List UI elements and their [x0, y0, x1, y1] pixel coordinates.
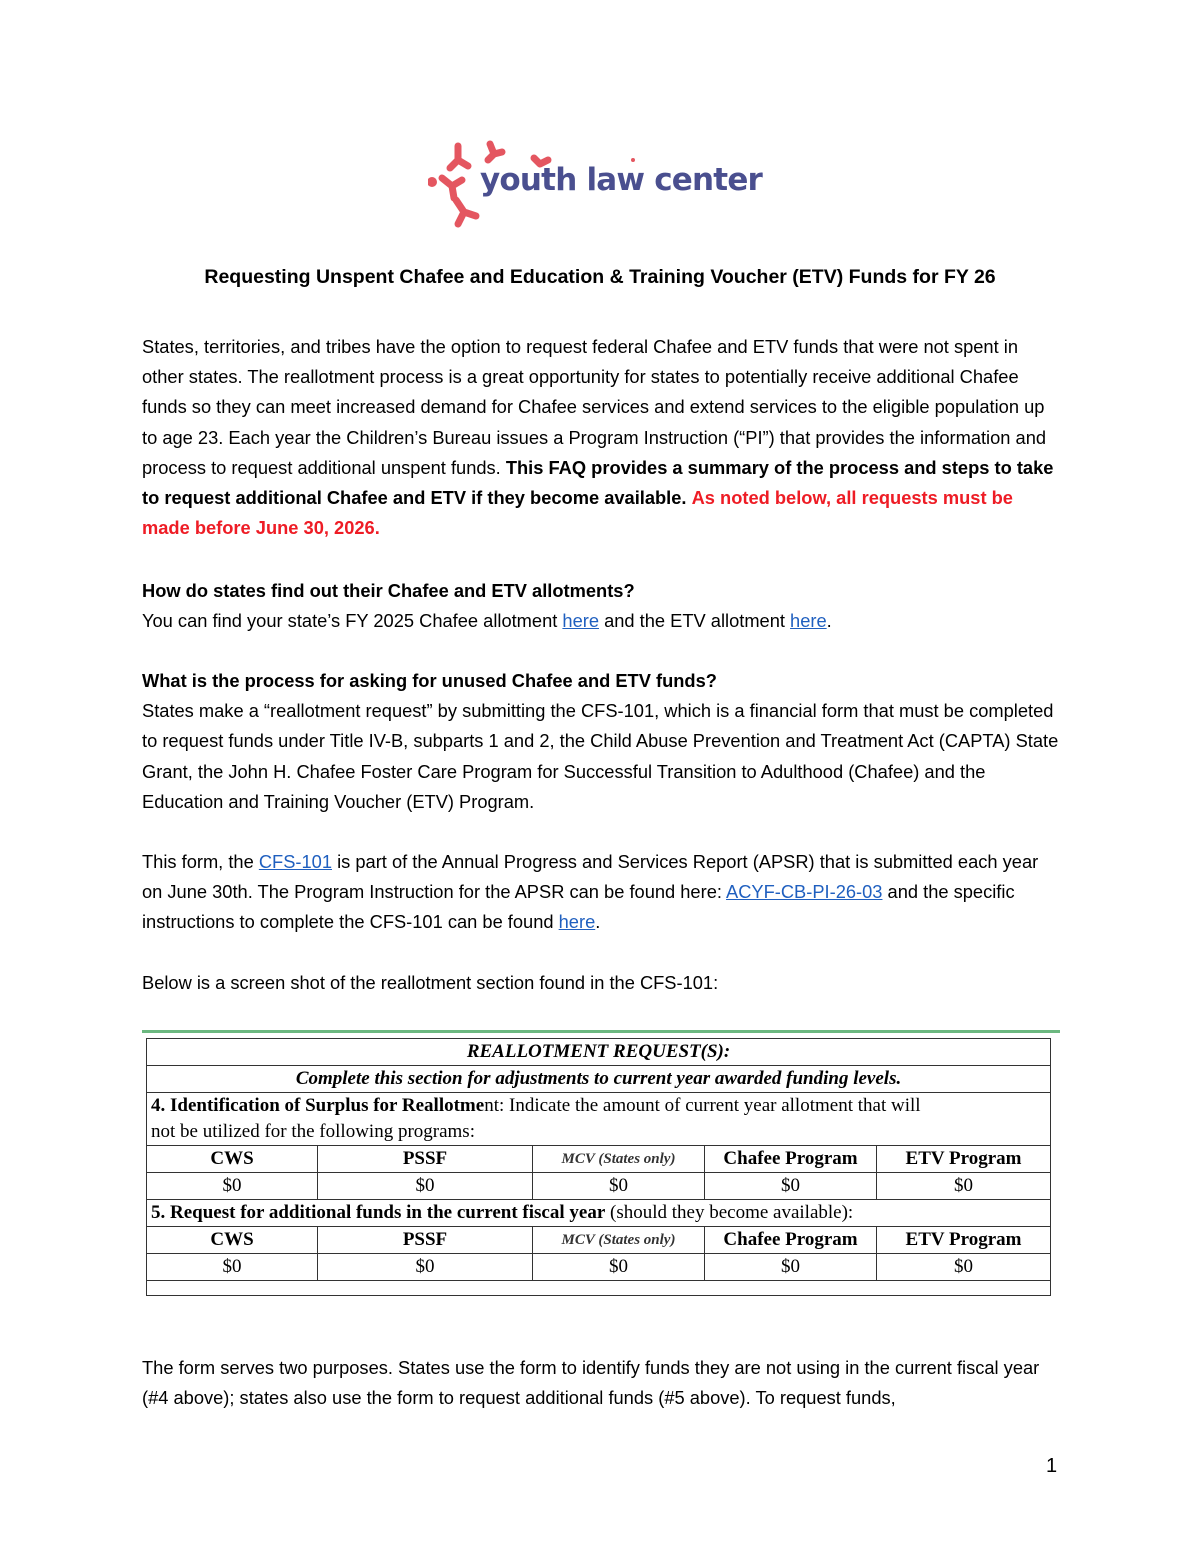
- screenshot-intro: Below is a screen shot of the reallotment section found in the CFS-101:: [142, 972, 719, 993]
- reallotment-form-screenshot: [142, 1030, 1060, 1322]
- item5-text: (should they become available):: [605, 1202, 854, 1223]
- reallotment-form-table: [146, 1038, 1051, 1296]
- col5-pssf: PSSF: [318, 1227, 533, 1254]
- process-question: What is the process for asking for unused Chafee and ETV funds?: [142, 670, 717, 691]
- item4-label: 4. Identification of Surplus for Reallotme: [151, 1095, 485, 1116]
- intro-bold-text: This FAQ provides a summary of the process and steps to take to request additional Chafee and ETV if they become available.: [142, 456, 1054, 509]
- intro-paragraph: [142, 332, 1062, 543]
- deadline-notice: As noted below, all requests must be made before June 30, 2026.: [142, 487, 1013, 539]
- col-cws: CWS: [147, 1146, 318, 1173]
- item4-text: nt: Indicate the amount of current year allotment that will: [484, 1095, 921, 1116]
- row5-cws: $0: [147, 1254, 318, 1281]
- allotments-question: How do states find out their Chafee and ETV allotments?: [142, 580, 635, 601]
- col-chafee: Chafee Program: [705, 1146, 877, 1173]
- form-subheading: Complete this section for adjustments to current year awarded funding levels.: [147, 1066, 1051, 1093]
- item4-instruction: [147, 1093, 1051, 1146]
- cfs101-text-b: is part of the Annual Progress and Services Report (APSR) that is submitted each year on June 30th. The Program Instruction for the APSR can be found here:: [142, 851, 1039, 903]
- row4-chafee: $0: [705, 1173, 877, 1200]
- cfs101-link[interactable]: CFS-101: [258, 851, 332, 872]
- page-title: Requesting Unspent Chafee and Education & Training Voucher (ETV) Funds for FY 26: [204, 266, 996, 288]
- allotments-section: [142, 576, 1062, 636]
- col5-etv: ETV Program: [877, 1227, 1051, 1254]
- process-answer: States make a “reallotment request” by submitting the CFS-101, which is a financial form that must be completed to request funds under Title IV-B, subparts 1 and 2, the Child Abuse Prevention and Treatment Act (CAPTA) State Grant, the John H. Chafee Foster Care Program for Successful Transition to Adulthood (Chafee) and the Education and Training Voucher (ETV) Program.: [142, 700, 1059, 812]
- row5-pssf: $0: [318, 1254, 533, 1281]
- page-number: 1: [1046, 1455, 1058, 1477]
- item5-label: 5. Request for additional funds in the current fiscal year: [151, 1202, 606, 1223]
- cfs101-text-c: and the specific instructions to complete the CFS-101 can be found: [142, 881, 1015, 933]
- form-bottom-row: [147, 1281, 1051, 1296]
- item4-text-line2: not be utilized for the following programs:: [151, 1121, 475, 1142]
- allotments-answer-text: You can find your state’s FY 2025 Chafee allotment: [142, 610, 563, 632]
- col-pssf: PSSF: [318, 1146, 533, 1173]
- cfs101-text-a: This form, the: [142, 851, 259, 872]
- cfs101-text-d: .: [595, 911, 601, 933]
- youth-law-center-logo: [428, 138, 788, 233]
- col-etv: ETV Program: [877, 1146, 1051, 1173]
- row4-cws: $0: [147, 1173, 318, 1200]
- row5-mcv: $0: [533, 1254, 705, 1281]
- program-instruction-link[interactable]: ACYF-CB-PI-26-03: [726, 881, 883, 903]
- row4-pssf: $0: [318, 1173, 533, 1200]
- row5-etv: $0: [877, 1254, 1051, 1281]
- etv-allotment-link[interactable]: here: [790, 610, 827, 632]
- allotments-answer-text-2: and the ETV allotment: [599, 610, 791, 632]
- col5-mcv: MCV (States only): [533, 1227, 705, 1254]
- intro-text: States, territories, and tribes have the option to request federal Chafee and ETV funds that were not spent in other states. The reallotment process is a great opportunity for states to potentially receive additional Chafee funds so they can meet increased demand for Chafee services and extend services to the eligible population up to age 23. Each year the Children’s Bureau issues a Program Instruction (“PI”) that provides the information and process to request additional unspent funds.: [142, 336, 1047, 478]
- chafee-allotment-link[interactable]: here: [562, 610, 599, 632]
- form-heading: REALLOTMENT REQUEST(S):: [147, 1039, 1051, 1066]
- allotments-answer-end: .: [826, 610, 832, 632]
- process-section: [142, 666, 1062, 817]
- col-mcv: MCV (States only): [533, 1146, 705, 1173]
- row4-mcv: $0: [533, 1173, 705, 1200]
- row5-chafee: $0: [705, 1254, 877, 1281]
- screenshot-border: [142, 1030, 1060, 1033]
- item5-instruction: [147, 1200, 1051, 1227]
- cfs101-instructions-link[interactable]: here: [558, 911, 596, 933]
- cfs101-paragraph: [142, 847, 1062, 938]
- col5-chafee: Chafee Program: [705, 1227, 877, 1254]
- row4-etv: $0: [877, 1173, 1051, 1200]
- logo-text: youth law center: [480, 162, 763, 198]
- col5-cws: CWS: [147, 1227, 318, 1254]
- allotments-answer: [142, 606, 1062, 636]
- purpose-paragraph: The form serves two purposes. States use the form to identify funds they are not using in the current fiscal year (#4 above); states also use the form to request additional funds (#5 above). To request funds,: [142, 1357, 1040, 1409]
